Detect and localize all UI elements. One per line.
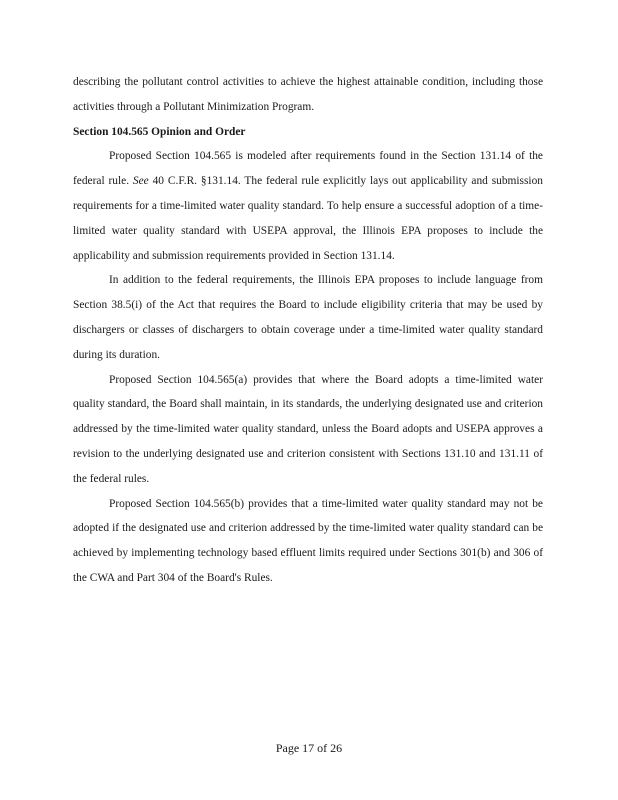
paragraph-1-rest: 40 C.F.R. §131.14. The federal rule explicitly lays out applicability and submission requirements for a time-limited water quality standard. To help ensure a successful adoption of a time-limited water quality standard with USEPA approval, the Illinois EPA proposes to include the applicability and submission requirements provided in Section 131.14. — [73, 175, 543, 262]
paragraph-3: Proposed Section 104.565(a) provides that where the Board adopts a time-limited water quality standard, the Board shall maintain, in its standards, the underlying designated use and criterion addressed by the time-limited water quality standard, unless the Board adopts and USEPA approves a revision to the underlying designated use and criterion consistent with Sections 131.10 and 131.11 of the federal rules. — [73, 373, 543, 485]
body-text — [73, 70, 543, 591]
see-citation-signal: See — [132, 175, 149, 188]
paragraph-continuation: describing the pollutant control activities to achieve the highest attainable condition, including those activities through a Pollutant Minimization Program. — [73, 76, 543, 113]
paragraph-1-lead: Proposed Section 104.565 is modeled after requirements found in the Section 131.14 of the federal rule. — [73, 150, 543, 188]
paragraph-4: Proposed Section 104.565(b) provides that a time-limited water quality standard may not be adopted if the designated use and criterion addressed by the time-limited water quality standard can be achieved by implementing technology based effluent limits required under Sections 301(b) and 306 of the CWA and Part 304 of the Board's Rules. — [73, 497, 543, 584]
paragraph-2: In addition to the federal requirements, the Illinois EPA proposes to include language from Section 38.5(i) of the Act that requires the Board to include eligibility criteria that may be used by dischargers or classes of dischargers to obtain coverage under a time-limited water quality standard during its duration. — [73, 274, 543, 361]
section-heading: Section 104.565 Opinion and Order — [73, 125, 246, 138]
paragraph-1 — [73, 144, 543, 268]
page-number: Page 17 of 26 — [275, 741, 343, 755]
